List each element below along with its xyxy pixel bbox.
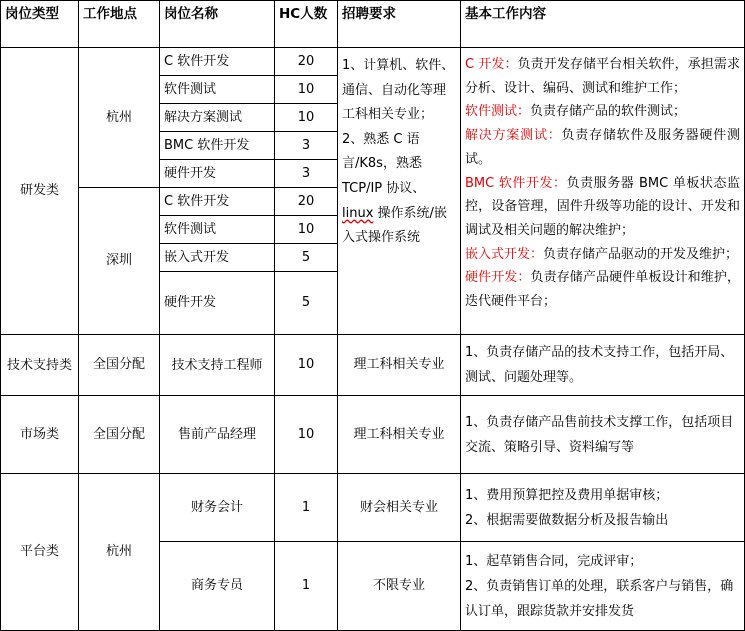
role-name: BMC 软件开发: [160, 132, 275, 160]
role-name: 解决方案测试: [160, 104, 275, 132]
location-market: 全国分配: [79, 396, 160, 474]
role-name: 硬件开发: [160, 160, 275, 188]
role-hc: 5: [275, 244, 338, 272]
requirement-market: 理工科相关专业: [338, 396, 461, 474]
role-hc: 3: [275, 132, 338, 160]
header-location: 工作地点: [79, 1, 160, 48]
header-requirement: 招聘要求: [338, 1, 461, 48]
role-name: 嵌入式开发: [160, 244, 275, 272]
hc-market: 10: [275, 396, 338, 474]
content-line: 1、费用预算把控及费用单据审核；: [465, 487, 669, 503]
hc-support: 10: [275, 335, 338, 396]
duty-title: C 开发：: [465, 57, 518, 72]
content-support: 1、负责存储产品的技术支持工作，包括开局、测试、问题处理等。: [461, 335, 745, 396]
role-hc: 20: [275, 188, 338, 216]
duty-text: 负责存储产品驱动的开发及维护；: [543, 246, 739, 262]
role-hc: 10: [275, 216, 338, 244]
role-support: 技术支持工程师: [160, 335, 275, 396]
role-hc: 20: [275, 48, 338, 76]
role-name: C 软件开发: [160, 48, 275, 76]
header-category: 岗位类型: [1, 1, 79, 48]
role-hc: 1: [275, 474, 338, 542]
linux-word: linux: [342, 205, 374, 221]
role-hc: 3: [275, 160, 338, 188]
role-requirement: 不限专业: [338, 542, 461, 631]
location-support: 全国分配: [79, 335, 160, 396]
role-hc: 10: [275, 76, 338, 104]
role-name: 硬件开发: [160, 272, 275, 335]
role-hc: 1: [275, 542, 338, 631]
role-name: 软件测试: [160, 216, 275, 244]
category-market: 市场类: [1, 396, 79, 474]
header-role: 岗位名称: [160, 1, 275, 48]
rd-requirement: [338, 48, 461, 335]
location-shenzhen: 深圳: [79, 188, 160, 335]
location-hangzhou: 杭州: [79, 48, 160, 188]
content-line: 2、负责销售订单的处理，联系客户与销售，确认订单，跟踪货款并安排发货: [465, 578, 734, 619]
category-rd: 研发类: [1, 48, 79, 335]
table-row: [1, 48, 745, 76]
duty-title: 软件测试：: [465, 104, 531, 120]
role-name: 财务会计: [160, 474, 275, 542]
category-support: 技术支持类: [1, 335, 79, 396]
role-name: 商务专员: [160, 542, 275, 631]
role-name: 软件测试: [160, 76, 275, 104]
rd-requirement-2a: 2、熟悉 C 语言/K8s，熟悉 TCP/IP 协议、: [342, 131, 426, 196]
duty-text: 负责存储软件及服务器硬件测试。: [465, 128, 740, 167]
role-requirement: 财会相关专业: [338, 474, 461, 542]
role-market: 售前产品经理: [160, 396, 275, 474]
role-content: [461, 474, 745, 542]
content-market: 1、负责存储产品售前技术支撑工作，包括项目交流、策略引导、资料编写等: [461, 396, 745, 474]
header-row: [1, 1, 745, 48]
rd-requirement-1: 1、计算机、软件、通信、自动化等理工科相关专业；: [342, 58, 455, 123]
duty-text: 负责服务器 BMC 单板状态监控，设备管理，固件升级等功能的设计、开发和调试及相关问题的解决维护；: [465, 175, 740, 238]
content-line: 1、起草销售合同，完成评审；: [465, 553, 643, 569]
table-row: [1, 335, 745, 396]
rd-requirement-2b: 操作系统/嵌入式操作系统: [342, 205, 447, 246]
role-name: C 软件开发: [160, 188, 275, 216]
duty-title: 硬件开发：: [465, 270, 531, 286]
role-content: [461, 542, 745, 631]
requirement-support: 理工科相关专业: [338, 335, 461, 396]
duty-title: 嵌入式开发：: [465, 246, 544, 262]
duty-text: 负责存储产品的软件测试；: [530, 104, 687, 120]
role-hc: 5: [275, 272, 338, 335]
content-line: 2、根据需要做数据分析及报告输出: [465, 512, 669, 528]
header-hc: HC人数: [275, 1, 338, 48]
location-platform: 杭州: [79, 474, 160, 631]
duty-title: BMC 软件开发：: [465, 175, 567, 191]
duty-text: 负责开发存储平台相关软件，承担需求分析、设计、编码、测试和维护工作；: [465, 57, 740, 96]
table-row: [1, 396, 745, 474]
category-platform: 平台类: [1, 474, 79, 631]
duty-text: 负责存储产品硬件单板设计和维护，迭代硬件平台；: [465, 270, 740, 310]
role-hc: 10: [275, 104, 338, 132]
duty-title: 解决方案测试：: [465, 128, 562, 144]
table-row: [1, 474, 745, 542]
header-content: 基本工作内容: [461, 1, 745, 48]
rd-duties: [461, 48, 745, 335]
